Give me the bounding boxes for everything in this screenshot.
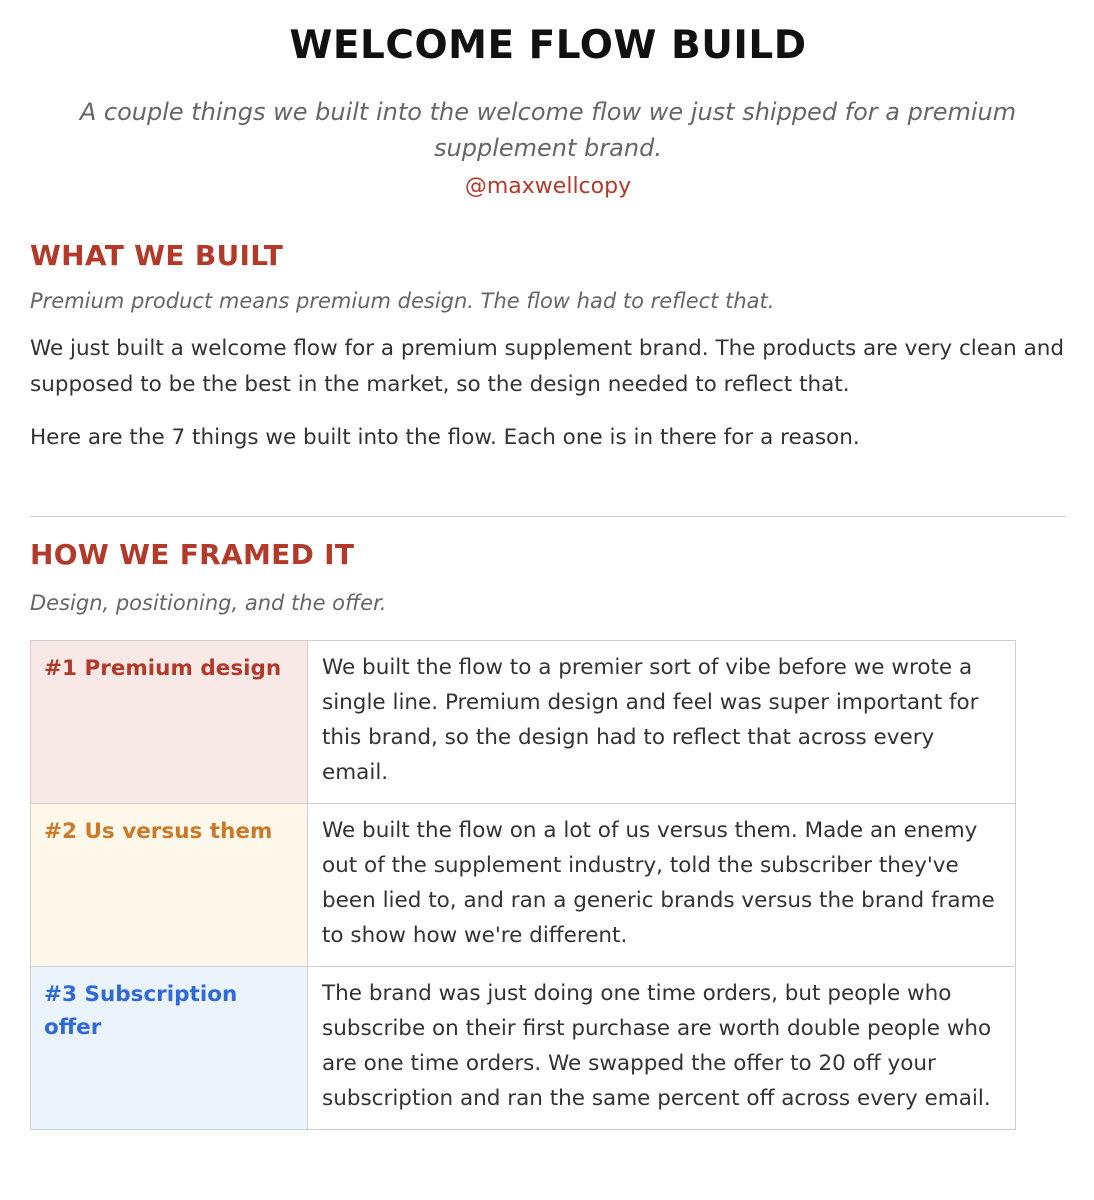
table-row	[31, 641, 1016, 804]
row-label-subscription-offer: #3 Subscription offer	[31, 967, 308, 1130]
section-subheading-what-we-built: Premium product means premium design. The flow had to reflect that.	[30, 289, 775, 313]
row-label-premium-design: #1 Premium design	[31, 641, 308, 804]
row-description: We built the flow to a premier sort of vibe before we wrote a single line. Premium design and feel was super important for this brand, so the design had to reflect that across every email.	[308, 641, 1016, 804]
table-row	[31, 804, 1016, 967]
how-we-framed-it-section	[30, 537, 1066, 1130]
intro-paragraph: We just built a welcome flow for a premium supplement brand. The products are very clean and supposed to be the best in the market, so the design needed to reflect that.	[30, 336, 1065, 397]
what-we-built-section	[30, 238, 1066, 456]
section-heading-how-we-framed-it: HOW WE FRAMED IT	[30, 538, 355, 571]
section-heading-what-we-built: WHAT WE BUILT	[30, 239, 284, 272]
author-handle: @maxwellcopy	[464, 174, 632, 199]
intro-paragraph: Here are the 7 things we built into the flow. Each one is in there for a reason.	[30, 425, 860, 450]
section-subheading-how-we-framed-it: Design, positioning, and the offer.	[30, 591, 387, 615]
table-row	[31, 967, 1016, 1130]
page-subtitle: A couple things we built into the welcome flow we just shipped for a premium supplement brand.	[79, 98, 1017, 162]
row-label-us-versus-them: #2 Us versus them	[31, 804, 308, 967]
row-description: The brand was just doing one time orders, but people who subscribe on their first purchase are worth double people who are one time orders. We swapped the offer to 20 off your subscription and ran the same percent off across every email.	[308, 967, 1016, 1130]
document-page	[30, 0, 1066, 1130]
row-description: We built the flow on a lot of us versus them. Made an enemy out of the supplement industry, told the subscriber they've been lied to, and ran a generic brands versus the brand frame to show how we're different.	[308, 804, 1016, 967]
page-title: WELCOME FLOW BUILD	[289, 23, 807, 68]
framing-table	[30, 640, 1016, 1130]
section-divider	[30, 516, 1066, 517]
